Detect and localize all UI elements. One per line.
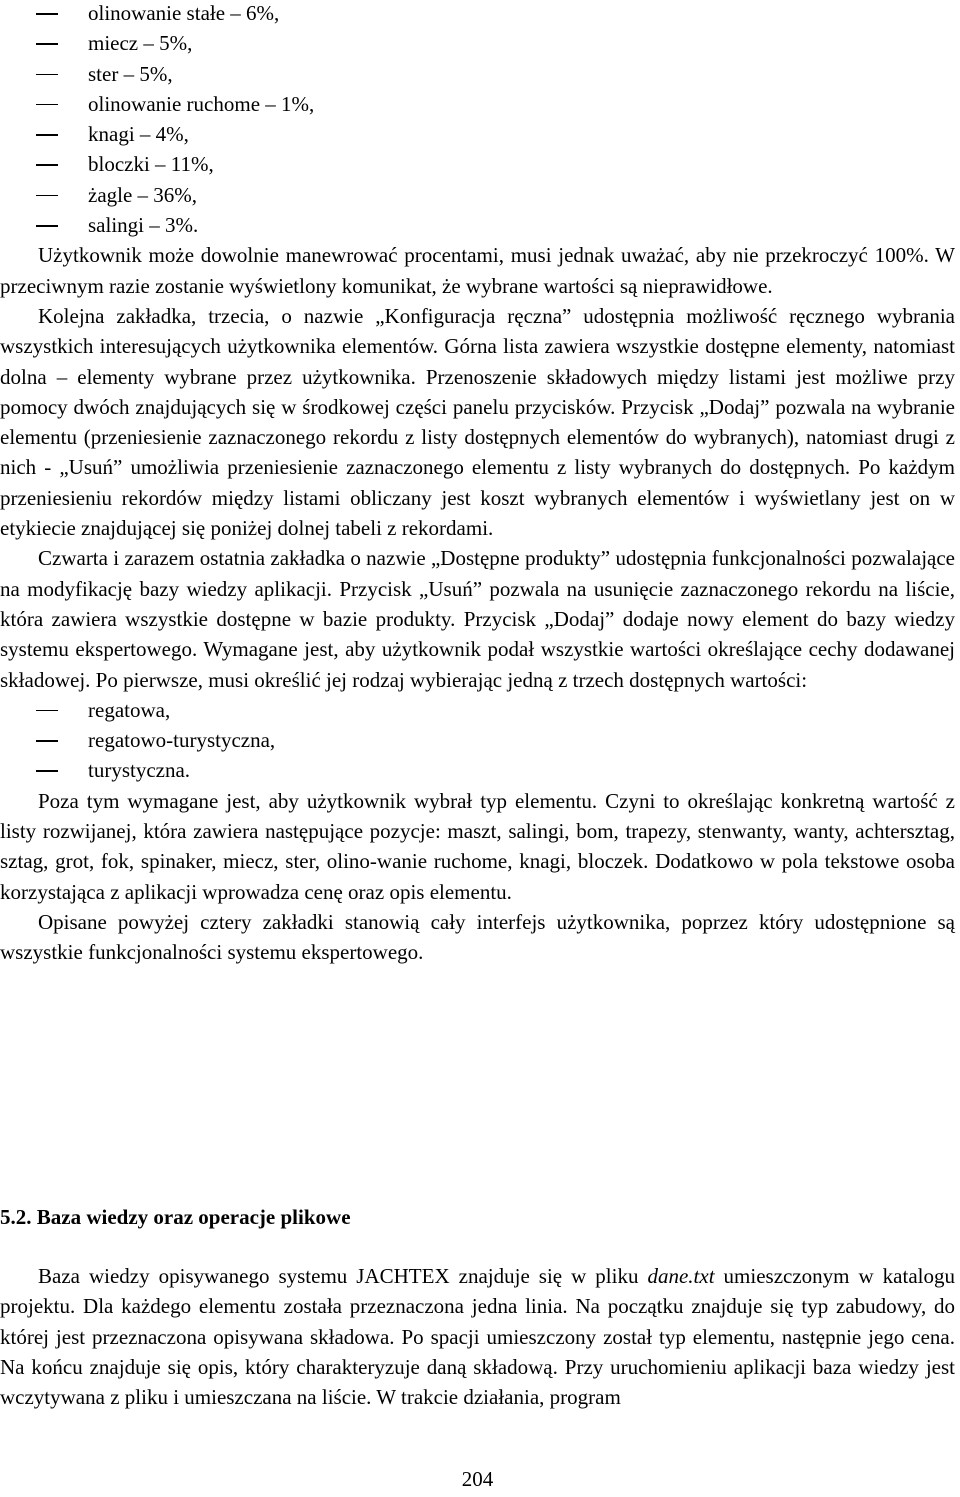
list-item: regatowo-turystyczna, bbox=[0, 725, 955, 755]
build-type-list bbox=[0, 695, 955, 786]
section-heading: 5.2. Baza wiedzy oraz operacje plikowe bbox=[0, 1205, 351, 1229]
list-item: żagle – 36%, bbox=[0, 180, 955, 210]
paragraph-available-products: Czwarta i zarazem ostatnia zakładka o nazwie „Dostępne produkty” udostępnia funkcjonalności pozwalające na modyfikację bazy wiedzy aplikacji. Przycisk „Usuń” pozwala na usunięcie zaznaczonego rekordu na liście, która zawiera wszystkie dostępne w bazie produkty. Przycisk „Dodaj” dodaje nowy element do bazy wiedzy systemu ekspertowego. Wymagane jest, aby użytkownik podał wszystkie wartości określające cechy dodawanej składowej. Po pierwsze, musi określić jej rodzaj wybierając jedną z trzech dostępnych wartości: bbox=[0, 546, 955, 692]
list-item: knagi – 4%, bbox=[0, 119, 955, 149]
paragraph-manual-config: Kolejna zakładka, trzecia, o nazwie „Konfiguracja ręczna” udostępnia możliwość ręcznego wybrania wszystkich interesujących użytkownika elementów. Górna lista zawiera wszystkie dostępne elementy, natomiast dolna – elementy wybrane przez użytkownika. Przenoszenie składowych między listami jest możliwe przy pomocy dwóch znajdujących się w środkowej części panelu przycisków. Przycisk „Dodaj” pozwala na wybranie elementu (przeniesienie zaznaczonego rekordu z listy dostępnych elementów do wybranych), natomiast drugi z nich - „Usuń” umożliwia przeniesienie zaznaczonego elementu z listy wybranych do dostępnych. Po każdym przeniesieniu rekordów między listami obliczany jest koszt wybranych elementów i wyświetlany jest on w etykiecie znajdującej się poniżej dolnej tabeli z rekordami. bbox=[0, 303, 955, 541]
section-heading-block bbox=[0, 1202, 955, 1232]
list-item: salingi – 3%. bbox=[0, 210, 955, 240]
components-percent-list bbox=[0, 0, 955, 240]
paragraph-text-part1: Baza wiedzy opisywanego systemu JACHTEX znajduje się w pliku bbox=[38, 1264, 648, 1288]
paragraph-element-type: Poza tym wymagane jest, aby użytkownik wybrał typ elementu. Czyni to określając konkretną wartość z listy rozwijanej, która zawiera następujące pozycje: maszt, salingi, bom, trapezy, stenwanty, wanty, achtersztag, sztag, grot, fok, spinaker, miecz, ster, olino-wanie ruchome, knagi, bloczek. Dodatkowo w pola tekstowe osoba korzystająca z aplikacji wprowadza cenę oraz opis elementu. bbox=[0, 788, 955, 904]
list-item: regatowa, bbox=[0, 695, 955, 725]
paragraph-knowledge-base bbox=[0, 1261, 955, 1412]
list-item: ster – 5%, bbox=[0, 59, 955, 89]
paragraph-percent-note: Użytkownik może dowolnie manewrować procentami, musi jednak uważać, aby nie przekroczyć 100%. W przeciwnym razie zostanie wyświetlony komunikat, że wybrane wartości są nieprawidłowe. bbox=[0, 243, 955, 298]
filename: dane.txt bbox=[647, 1264, 715, 1288]
page-number: 204 bbox=[461, 1467, 494, 1491]
paragraph-summary: Opisane powyżej cztery zakładki stanowią cały interfejs użytkownika, poprzez który udostępnione są wszystkie funkcjonalności systemu ekspertowego. bbox=[0, 909, 955, 965]
paragraph-text-part2: umieszczonym w katalogu projektu. Dla każdego elementu została przeznaczona jedna linia. Na początku znajduje się typ zabudowy, do której jest przeznaczona opisywana składowa. Po spacji umieszczony został typ elementu, następnie jego cena. Na końcu znajduje się opis, który charakteryzuje daną składową. Przy uruchomieniu aplikacji baza wiedzy jest wczytywana z pliku i umieszczana na liście. W trakcie działania, program bbox=[0, 1264, 955, 1410]
text-block-bottom bbox=[0, 1261, 955, 1412]
list-item: miecz – 5%, bbox=[0, 28, 955, 58]
list-item: turystyczna. bbox=[0, 755, 955, 785]
list-item: olinowanie stałe – 6%, bbox=[0, 0, 955, 28]
list-item: olinowanie ruchome – 1%, bbox=[0, 89, 955, 119]
list-item: bloczki – 11%, bbox=[0, 149, 955, 179]
